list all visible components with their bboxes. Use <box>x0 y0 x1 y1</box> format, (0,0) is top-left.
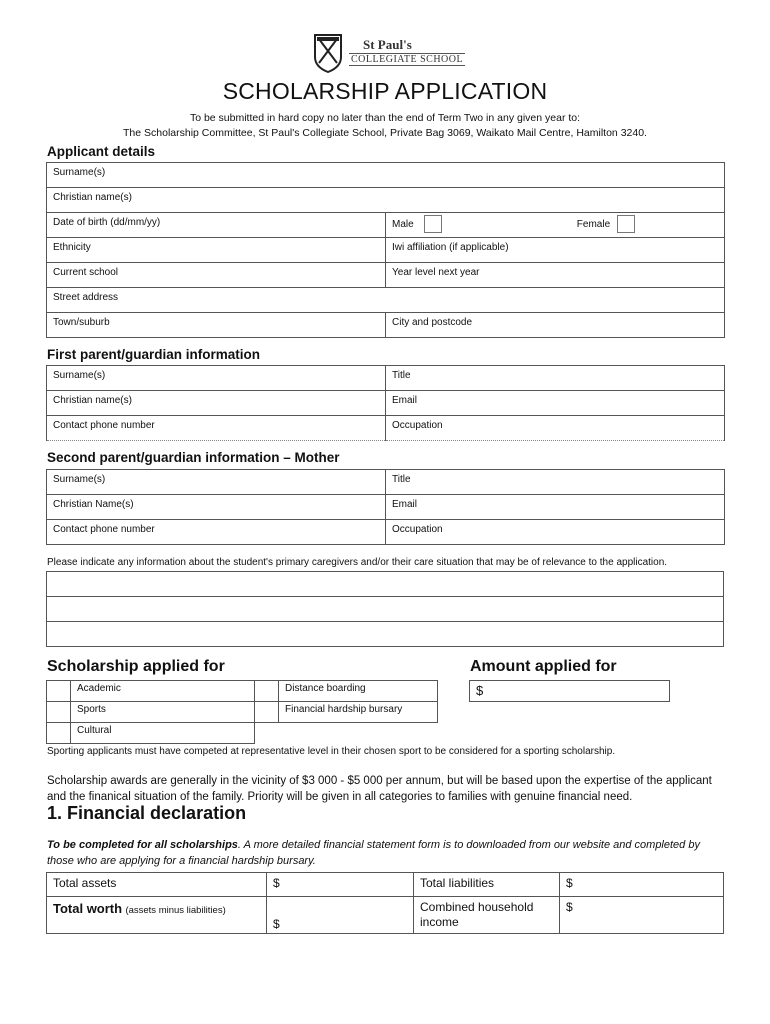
parent2-christian-field[interactable] <box>47 495 386 520</box>
sports-label: Sports <box>71 702 255 723</box>
school-logo <box>313 33 463 77</box>
financial-heading: 1. Financial declaration <box>47 803 247 823</box>
parent1-occupation-field[interactable] <box>386 416 725 441</box>
hardship-checkbox[interactable] <box>255 702 279 723</box>
label: Email <box>392 395 418 406</box>
submission-address: The Scholarship Committee, St Paul's Collegiate School, Private Bag 3069, Waikato Mail Centre, Hamilton 3240. <box>123 127 647 139</box>
parent1-phone-field[interactable] <box>47 416 386 441</box>
label: Town/suburb <box>53 317 110 328</box>
applicant-heading: Applicant details <box>47 144 156 159</box>
amount-field[interactable] <box>469 680 670 702</box>
total-liabilities-label: Total liabilities <box>414 873 560 897</box>
applicant-year-field[interactable] <box>386 263 725 288</box>
male-checkbox[interactable] <box>424 215 442 233</box>
currency-symbol: $ <box>273 876 280 890</box>
combined-income-field[interactable] <box>560 897 724 934</box>
crest-icon <box>313 33 343 73</box>
currency-symbol: $ <box>566 900 573 914</box>
applicant-street-field[interactable] <box>47 288 725 313</box>
school-subtitle: COLLEGIATE SCHOOL <box>351 54 464 65</box>
hardship-label: Financial hardship bursary <box>279 702 438 723</box>
label: Contact phone number <box>53 524 155 535</box>
applicant-dob-field[interactable] <box>47 213 386 238</box>
financial-intro-rest: . A more detailed financial statement form is to downloaded from our website and completed by those who are applying for a financial hardship bursary. <box>47 839 700 867</box>
parent1-email-field[interactable] <box>386 391 725 416</box>
scholarship-heading: Scholarship applied for <box>47 658 225 675</box>
sporting-note: Sporting applicants must have competed at representative level in their chosen sport to be considered for a sporting scholarship. <box>47 746 616 757</box>
combined-income-label: Combined household income <box>414 897 560 934</box>
applicant-christian-field[interactable] <box>47 188 725 213</box>
label: Email <box>392 499 418 510</box>
label: Date of birth (dd/mm/yy) <box>53 217 161 228</box>
cultural-label: Cultural <box>71 723 255 744</box>
label: Current school <box>53 267 119 278</box>
label: Iwi affiliation (if applicable) <box>392 242 509 253</box>
parent2-surname-field[interactable] <box>47 470 386 495</box>
applicant-city-field[interactable] <box>386 313 725 338</box>
distance-label: Distance boarding <box>279 681 438 702</box>
label: Occupation <box>392 420 443 431</box>
parent2-occupation-field[interactable] <box>386 520 725 545</box>
applicant-school-field[interactable] <box>47 263 386 288</box>
academic-label: Academic <box>71 681 255 702</box>
currency-symbol: $ <box>566 876 573 890</box>
empty-cell <box>279 723 438 744</box>
label: Surname(s) <box>53 474 106 485</box>
distance-checkbox[interactable] <box>255 681 279 702</box>
parent2-email-field[interactable] <box>386 495 725 520</box>
total-assets-field[interactable] <box>267 873 414 897</box>
total-liabilities-field[interactable] <box>560 873 724 897</box>
caregivers-line[interactable] <box>47 622 724 647</box>
label: Surname(s) <box>53 167 106 178</box>
gender-field <box>386 213 725 238</box>
caregivers-line[interactable] <box>47 572 724 597</box>
total-worth-label <box>47 897 267 934</box>
parent1-title-field[interactable] <box>386 366 725 391</box>
label: Contact phone number <box>53 420 155 431</box>
label: Year level next year <box>392 267 480 278</box>
financial-intro-bold: To be completed for all scholarships <box>47 839 238 851</box>
applicant-table <box>46 162 725 338</box>
female-label: Female <box>576 219 611 230</box>
empty-cell <box>255 723 279 744</box>
label: Christian Name(s) <box>53 499 134 510</box>
total-worth-field[interactable] <box>267 897 414 934</box>
academic-checkbox[interactable] <box>47 681 71 702</box>
label: Occupation <box>392 524 443 535</box>
financial-table <box>46 872 724 934</box>
parent1-heading: First parent/guardian information <box>47 347 261 362</box>
cultural-checkbox[interactable] <box>47 723 71 744</box>
total-assets-label: Total assets <box>47 873 267 897</box>
applicant-iwi-field[interactable] <box>386 238 725 263</box>
awards-note: Scholarship awards are generally in the vicinity of $3 000 - $5 000 per annum, but will be based upon the expertise of the applicant and the finanical situation of the family. Priority will be given in all categories to families with genuine financial need. <box>47 775 712 803</box>
label: Christian name(s) <box>53 192 132 203</box>
label: Surname(s) <box>53 370 106 381</box>
amount-heading: Amount applied for <box>470 658 617 675</box>
currency-symbol: $ <box>273 917 280 931</box>
total-worth-note: (assets minus liabilities) <box>125 905 226 916</box>
parent2-phone-field[interactable] <box>47 520 386 545</box>
scholarship-type-table <box>46 680 438 744</box>
applicant-surname-field[interactable] <box>47 163 725 188</box>
label: Street address <box>53 292 119 303</box>
label: City and postcode <box>392 317 473 328</box>
label: Christian name(s) <box>53 395 132 406</box>
caregivers-line[interactable] <box>47 597 724 622</box>
label: Ethnicity <box>53 242 91 253</box>
caregivers-prompt: Please indicate any information about the student's primary caregivers and/or their care situation that may be of relevance to the application. <box>47 557 668 568</box>
school-name: St Paul's <box>363 37 412 52</box>
total-worth-title: Total worth <box>53 901 123 916</box>
caregivers-table <box>46 571 724 647</box>
sports-checkbox[interactable] <box>47 702 71 723</box>
applicant-town-field[interactable] <box>47 313 386 338</box>
male-label: Male <box>392 219 414 230</box>
submission-instructions: To be submitted in hard copy no later than the end of Term Two in any given year to: <box>189 112 581 124</box>
applicant-ethnicity-field[interactable] <box>47 238 386 263</box>
parent1-surname-field[interactable] <box>47 366 386 391</box>
parent2-table <box>46 469 725 545</box>
page-title: SCHOLARSHIP APPLICATION <box>222 78 548 104</box>
label: Title <box>392 474 411 485</box>
parent2-heading: Second parent/guardian information – Mother <box>47 450 340 465</box>
parent1-table <box>46 365 725 441</box>
currency-symbol: $ <box>476 683 484 698</box>
financial-intro <box>47 837 727 869</box>
parent1-christian-field[interactable] <box>47 391 386 416</box>
female-checkbox[interactable] <box>617 215 635 233</box>
parent2-title-field[interactable] <box>386 470 725 495</box>
label: Title <box>392 370 411 381</box>
